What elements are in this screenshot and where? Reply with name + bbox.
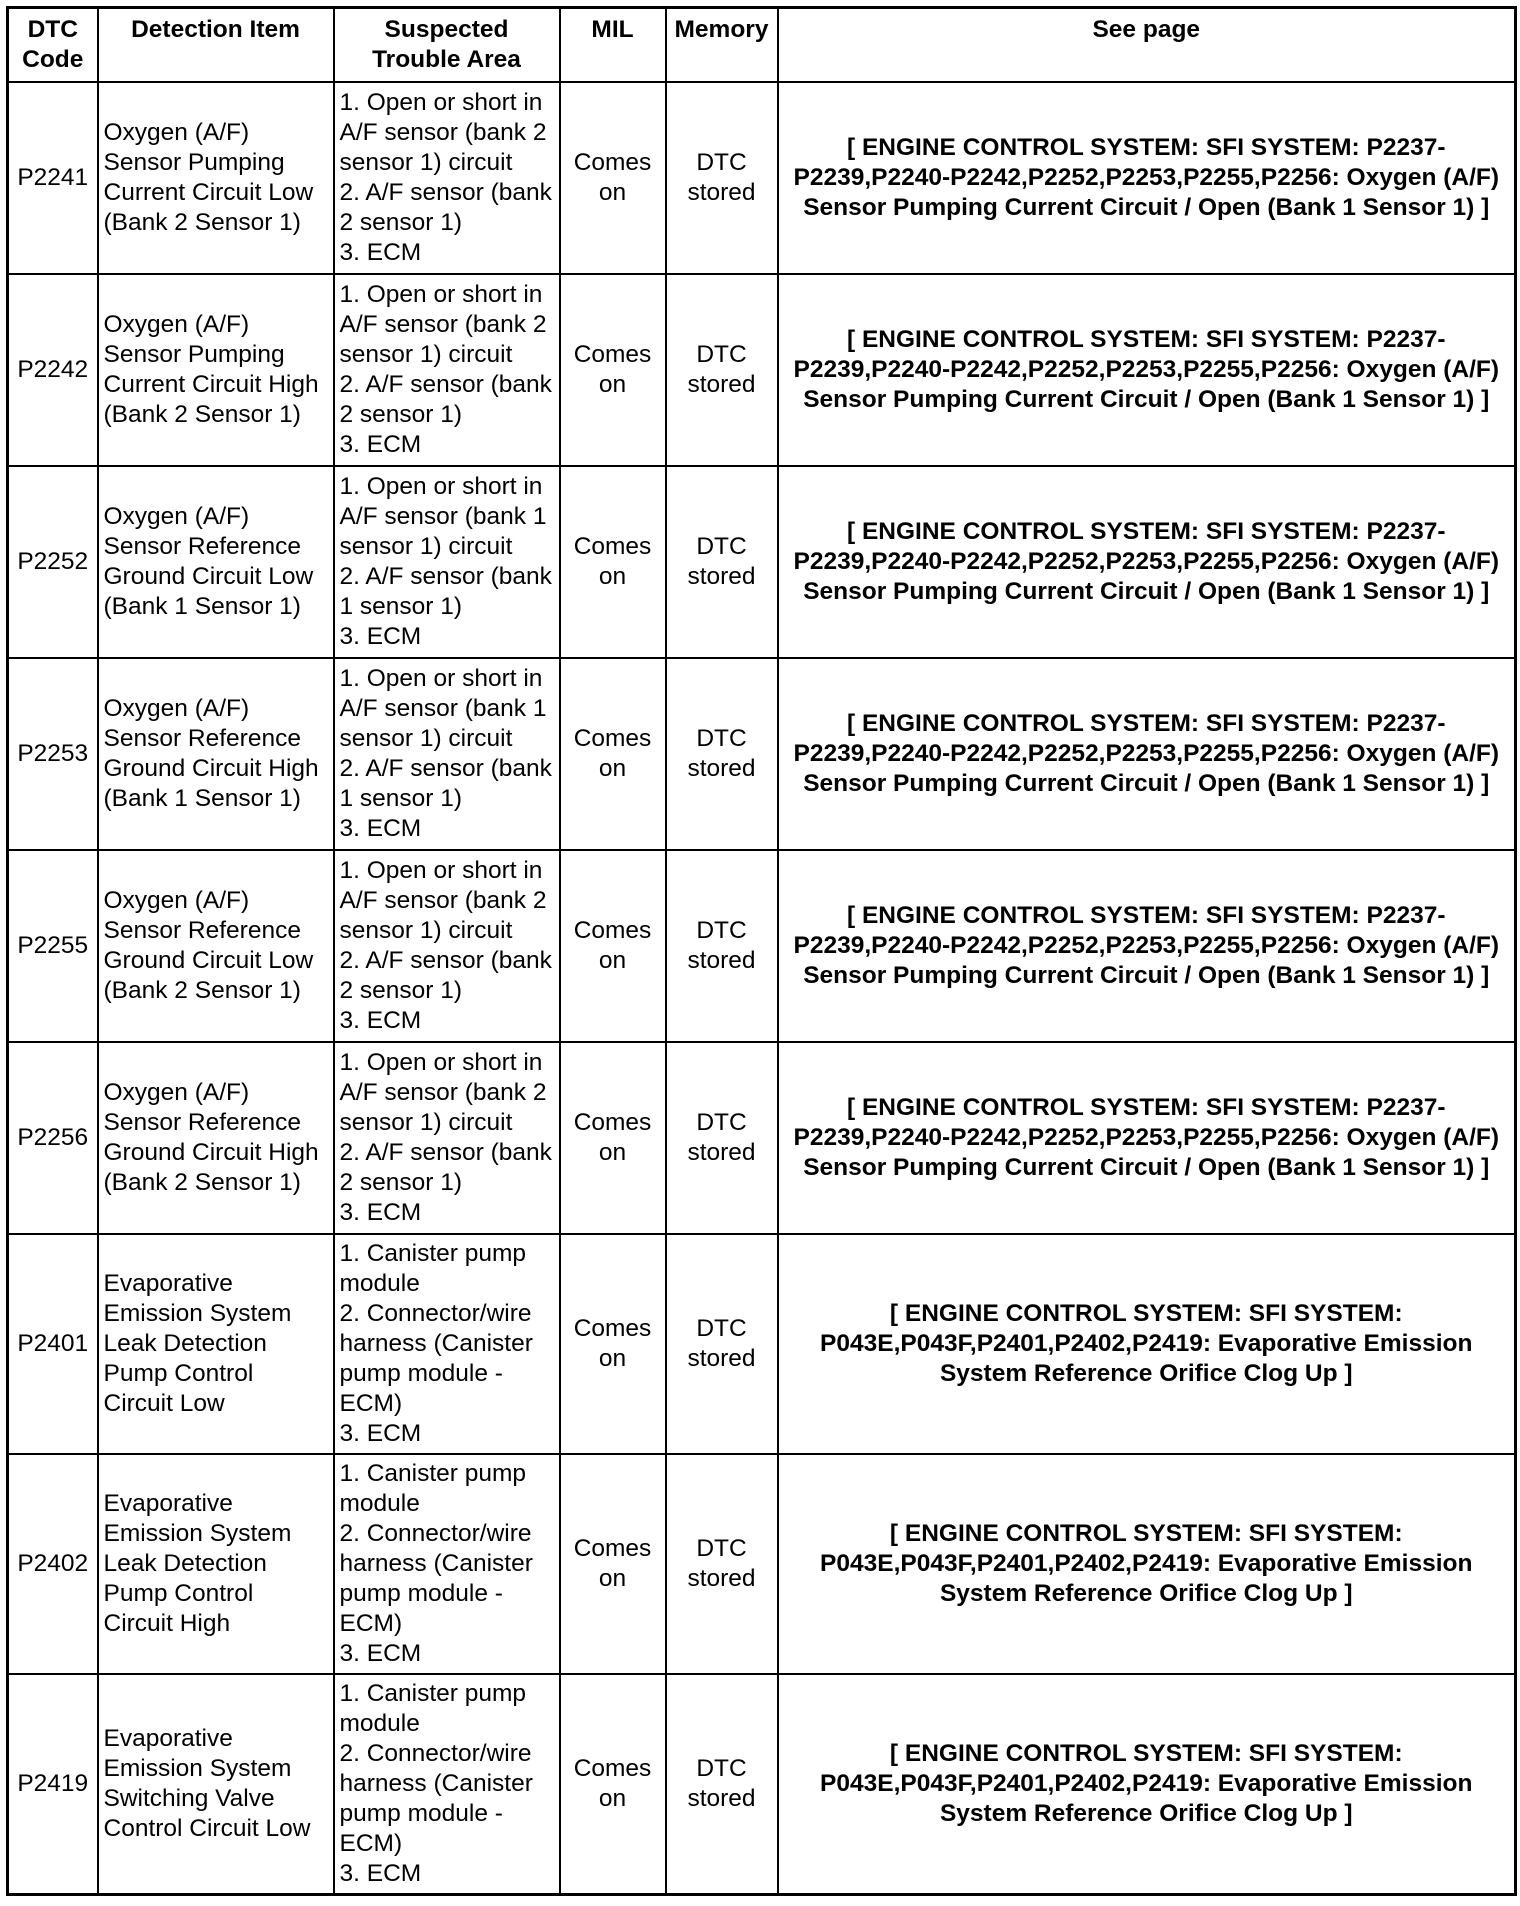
trouble-area-cell: 1. Open or short in A/F sensor (bank 2 sensor 1) circuit 2. A/F sensor (bank 2 sensor 1) 3. ECM — [334, 274, 560, 466]
dtc-code-cell: P2256 — [8, 1042, 98, 1234]
see-page-link[interactable]: [ ENGINE CONTROL SYSTEM: SFI SYSTEM: P2237-P2239,P2240-P2242,P2252,P2253,P2255,P2256: Oxygen (A/F) Sensor Pumping Current Circuit / Open (Bank 1 Sensor 1) ] — [778, 850, 1516, 1042]
see-page-link[interactable]: [ ENGINE CONTROL SYSTEM: SFI SYSTEM: P043E,P043F,P2401,P2402,P2419: Evaporative Emission System Reference Orifice Clog Up ] — [778, 1674, 1516, 1895]
table-row — [8, 1454, 1516, 1674]
table-row — [8, 1234, 1516, 1454]
header-row — [8, 8, 1516, 83]
trouble-area-cell: 1. Open or short in A/F sensor (bank 2 sensor 1) circuit 2. A/F sensor (bank 2 sensor 1) 3. ECM — [334, 850, 560, 1042]
see-page-link[interactable]: [ ENGINE CONTROL SYSTEM: SFI SYSTEM: P2237-P2239,P2240-P2242,P2252,P2253,P2255,P2256: Oxygen (A/F) Sensor Pumping Current Circuit / Open (Bank 1 Sensor 1) ] — [778, 658, 1516, 850]
dtc-code-cell: P2241 — [8, 82, 98, 274]
detection-item-cell: Oxygen (A/F) Sensor Reference Ground Circuit Low (Bank 2 Sensor 1) — [98, 850, 334, 1042]
detection-item-cell: Oxygen (A/F) Sensor Reference Ground Circuit High (Bank 1 Sensor 1) — [98, 658, 334, 850]
table-row — [8, 274, 1516, 466]
table-row — [8, 850, 1516, 1042]
mil-cell: Comes on — [560, 466, 666, 658]
header-suspected-trouble-area — [334, 8, 560, 83]
dtc-code-cell: P2401 — [8, 1234, 98, 1454]
detection-item-cell: Evaporative Emission System Leak Detection Pump Control Circuit High — [98, 1454, 334, 1674]
mil-cell: Comes on — [560, 1674, 666, 1895]
header-dtc-code-line2: Code — [22, 46, 84, 73]
trouble-area-cell: 1. Open or short in A/F sensor (bank 1 sensor 1) circuit 2. A/F sensor (bank 1 sensor 1) 3. ECM — [334, 658, 560, 850]
dtc-table — [6, 6, 1517, 1896]
table-row — [8, 658, 1516, 850]
mil-cell: Comes on — [560, 658, 666, 850]
memory-cell: DTC stored — [666, 82, 778, 274]
header-memory: Memory — [666, 8, 778, 83]
dtc-code-cell: P2255 — [8, 850, 98, 1042]
detection-item-cell: Oxygen (A/F) Sensor Reference Ground Circuit High (Bank 2 Sensor 1) — [98, 1042, 334, 1234]
memory-cell: DTC stored — [666, 1042, 778, 1234]
header-detection-item: Detection Item — [98, 8, 334, 83]
mil-cell: Comes on — [560, 1454, 666, 1674]
see-page-link[interactable]: [ ENGINE CONTROL SYSTEM: SFI SYSTEM: P043E,P043F,P2401,P2402,P2419: Evaporative Emission System Reference Orifice Clog Up ] — [778, 1234, 1516, 1454]
see-page-link[interactable]: [ ENGINE CONTROL SYSTEM: SFI SYSTEM: P2237-P2239,P2240-P2242,P2252,P2253,P2255,P2256: Oxygen (A/F) Sensor Pumping Current Circuit / Open (Bank 1 Sensor 1) ] — [778, 1042, 1516, 1234]
trouble-area-cell: 1. Canister pump module 2. Connector/wire harness (Canister pump module - ECM) 3. ECM — [334, 1234, 560, 1454]
trouble-area-cell: 1. Open or short in A/F sensor (bank 2 sensor 1) circuit 2. A/F sensor (bank 2 sensor 1) 3. ECM — [334, 1042, 560, 1234]
header-mil: MIL — [560, 8, 666, 83]
see-page-link[interactable]: [ ENGINE CONTROL SYSTEM: SFI SYSTEM: P2237-P2239,P2240-P2242,P2252,P2253,P2255,P2256: Oxygen (A/F) Sensor Pumping Current Circuit / Open (Bank 1 Sensor 1) ] — [778, 274, 1516, 466]
trouble-area-cell: 1. Canister pump module 2. Connector/wire harness (Canister pump module - ECM) 3. ECM — [334, 1454, 560, 1674]
mil-cell: Comes on — [560, 1042, 666, 1234]
header-dtc-code-line1: DTC — [27, 16, 78, 43]
header-area-line1: Suspected — [384, 16, 509, 43]
table-row — [8, 466, 1516, 658]
dtc-code-cell: P2419 — [8, 1674, 98, 1895]
detection-item-cell: Evaporative Emission System Leak Detection Pump Control Circuit Low — [98, 1234, 334, 1454]
memory-cell: DTC stored — [666, 1454, 778, 1674]
table-row — [8, 1674, 1516, 1895]
header-dtc-code — [8, 8, 98, 83]
header-area-line2: Trouble Area — [372, 46, 521, 73]
trouble-area-cell: 1. Open or short in A/F sensor (bank 1 sensor 1) circuit 2. A/F sensor (bank 1 sensor 1) 3. ECM — [334, 466, 560, 658]
mil-cell: Comes on — [560, 82, 666, 274]
dtc-code-cell: P2402 — [8, 1454, 98, 1674]
memory-cell: DTC stored — [666, 850, 778, 1042]
mil-cell: Comes on — [560, 274, 666, 466]
memory-cell: DTC stored — [666, 466, 778, 658]
dtc-code-cell: P2252 — [8, 466, 98, 658]
detection-item-cell: Oxygen (A/F) Sensor Reference Ground Circuit Low (Bank 1 Sensor 1) — [98, 466, 334, 658]
memory-cell: DTC stored — [666, 1234, 778, 1454]
dtc-code-cell: P2242 — [8, 274, 98, 466]
table-row — [8, 1042, 1516, 1234]
mil-cell: Comes on — [560, 1234, 666, 1454]
memory-cell: DTC stored — [666, 274, 778, 466]
detection-item-cell: Oxygen (A/F) Sensor Pumping Current Circuit Low (Bank 2 Sensor 1) — [98, 82, 334, 274]
trouble-area-cell: 1. Open or short in A/F sensor (bank 2 sensor 1) circuit 2. A/F sensor (bank 2 sensor 1) 3. ECM — [334, 82, 560, 274]
see-page-link[interactable]: [ ENGINE CONTROL SYSTEM: SFI SYSTEM: P2237-P2239,P2240-P2242,P2252,P2253,P2255,P2256: Oxygen (A/F) Sensor Pumping Current Circuit / Open (Bank 1 Sensor 1) ] — [778, 82, 1516, 274]
memory-cell: DTC stored — [666, 658, 778, 850]
dtc-code-cell: P2253 — [8, 658, 98, 850]
header-see-page: See page — [778, 8, 1516, 83]
see-page-link[interactable]: [ ENGINE CONTROL SYSTEM: SFI SYSTEM: P043E,P043F,P2401,P2402,P2419: Evaporative Emission System Reference Orifice Clog Up ] — [778, 1454, 1516, 1674]
memory-cell: DTC stored — [666, 1674, 778, 1895]
detection-item-cell: Oxygen (A/F) Sensor Pumping Current Circuit High (Bank 2 Sensor 1) — [98, 274, 334, 466]
detection-item-cell: Evaporative Emission System Switching Valve Control Circuit Low — [98, 1674, 334, 1895]
see-page-link[interactable]: [ ENGINE CONTROL SYSTEM: SFI SYSTEM: P2237-P2239,P2240-P2242,P2252,P2253,P2255,P2256: Oxygen (A/F) Sensor Pumping Current Circuit / Open (Bank 1 Sensor 1) ] — [778, 466, 1516, 658]
trouble-area-cell: 1. Canister pump module 2. Connector/wire harness (Canister pump module - ECM) 3. ECM — [334, 1674, 560, 1895]
mil-cell: Comes on — [560, 850, 666, 1042]
table-row — [8, 82, 1516, 274]
